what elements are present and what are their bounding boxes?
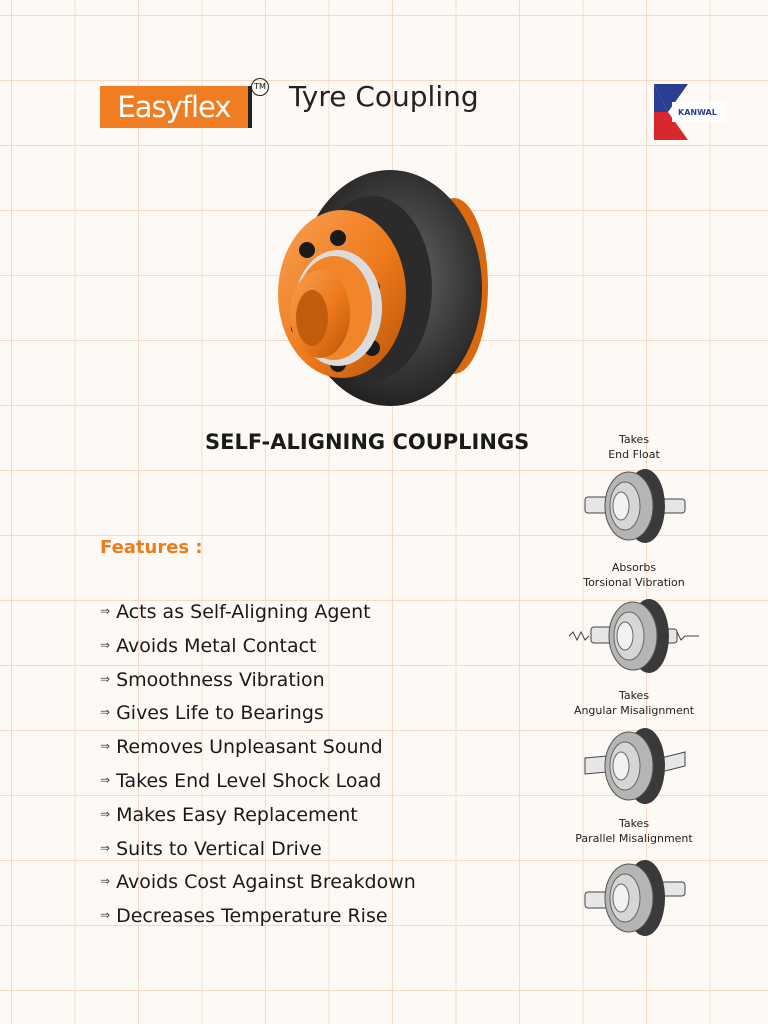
end-float-coupling-icon [579,466,689,548]
angular-misalignment-coupling-icon [579,722,689,808]
feature-text: Suits to Vertical Drive [116,837,322,860]
torsional-vibration-coupling-icon [565,594,703,676]
illustration-torsional-vibration [565,560,703,676]
illustration-end-float [565,432,703,548]
parallel-misalignment-coupling-icon [579,850,689,940]
illustration-caption-line: Takes [618,689,650,702]
feature-item [100,731,416,765]
feature-text: Avoids Metal Contact [116,634,317,657]
arrow-bullet-icon: ⇒ [100,604,111,618]
feature-text: Smoothness Vibration [116,668,325,691]
arrow-bullet-icon: ⇒ [100,637,111,652]
tyre-coupling-illustration [262,168,494,410]
arrow-bullet-icon: ⇒ [100,806,111,821]
arrow-bullet-icon: ⇒ [100,705,111,720]
illustration-angular-misalignment [565,688,703,808]
features-title: Features : [100,537,203,558]
illustration-caption-line: End Float [608,448,660,461]
arrow-bullet-icon: ⇒ [100,874,111,889]
feature-text: Removes Unpleasant Sound [116,736,383,759]
feature-item [100,630,416,664]
arrow-bullet-icon: ⇒ [100,671,111,686]
arrow-bullet-icon: ⇒ [100,739,111,754]
illustration-caption-line: Parallel Misalignment [575,832,693,845]
illustration-caption-line: Absorbs [611,561,657,574]
feature-item [100,664,416,698]
illustration-caption-line: Takes [618,433,650,446]
feature-text: Acts as Self-Aligning Agent [116,601,371,623]
feature-item [100,900,416,934]
illustration-caption-line: Angular Misalignment [573,704,695,717]
feature-item [100,697,416,731]
brand-logo: Easyflex [100,86,252,128]
feature-text: Avoids Cost Against Breakdown [116,871,416,894]
illustration-caption-line: Takes [618,817,650,830]
feature-item [100,833,416,867]
feature-item [100,866,416,900]
logo-label: KANWAL [678,108,717,117]
product-title: Tyre Coupling [289,80,479,113]
arrow-bullet-icon: ⇒ [100,908,111,923]
feature-item [100,765,416,799]
features-list [100,596,416,934]
feature-text: Gives Life to Bearings [116,702,324,725]
tm-mark: TM [251,78,269,96]
headline: SELF-ALIGNING COUPLINGS [205,430,530,454]
feature-item [100,799,416,833]
illustration-parallel-misalignment [565,816,703,940]
arrow-bullet-icon: ⇒ [100,772,111,787]
arrow-bullet-icon: ⇒ [100,840,111,855]
feature-item [100,596,416,630]
feature-text: Makes Easy Replacement [116,803,358,826]
illustration-caption-line: Torsional Vibration [583,576,685,589]
feature-text: Takes End Level Shock Load [116,769,382,792]
feature-text: Decreases Temperature Rise [116,905,388,928]
